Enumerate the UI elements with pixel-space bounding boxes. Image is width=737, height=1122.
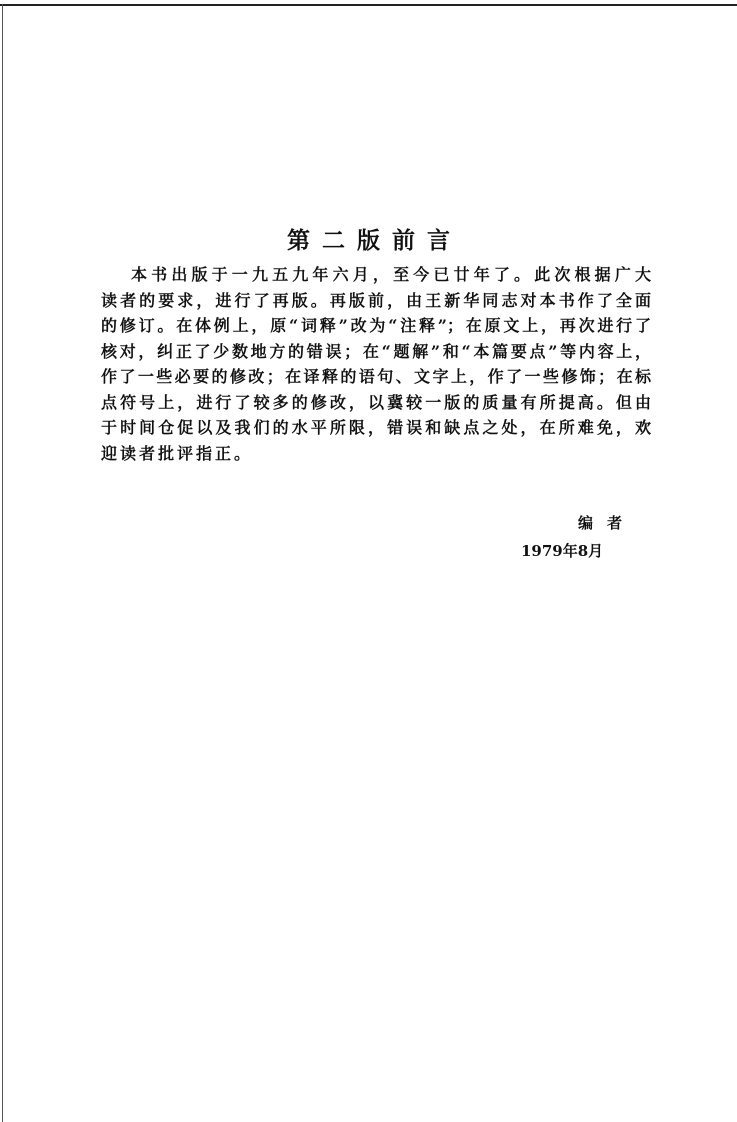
paragraph-line: 本书出版于一九五九年六月，至今已廿年了。此次根据广大 [131, 265, 651, 284]
paragraph-line: 点符号上，进行了较多的修改，以冀较一版的质量有所提高。但由 [101, 392, 651, 412]
top-border-rule [0, 4, 737, 6]
date-line: 1979年8月 [521, 542, 604, 560]
paragraph-line: 核对，纠正了少数地方的错误；在“题解”和“本篇要点”等内容上， [101, 341, 651, 361]
paragraph-line: 的修订。在体例上，原“词释”改为“注释”；在原文上，再次进行了 [101, 316, 651, 335]
page-title: 第二版前言 [287, 227, 462, 254]
paragraph-line: 于时间仓促以及我们的水平所限，错误和缺点之处，在所难免，欢 [101, 418, 651, 437]
left-border-rule [2, 4, 3, 1122]
preface-paragraph [101, 262, 651, 466]
paragraph-line: 迎读者批评指正。 [101, 443, 254, 463]
paragraph-line: 作了一些必要的修改；在译释的语句、文字上，作了一些修饰；在标 [101, 367, 651, 386]
author-signature: 编者 [578, 514, 637, 532]
paragraph-line: 读者的要求，进行了再版。再版前，由王新华同志对本书作了全面 [101, 290, 651, 310]
